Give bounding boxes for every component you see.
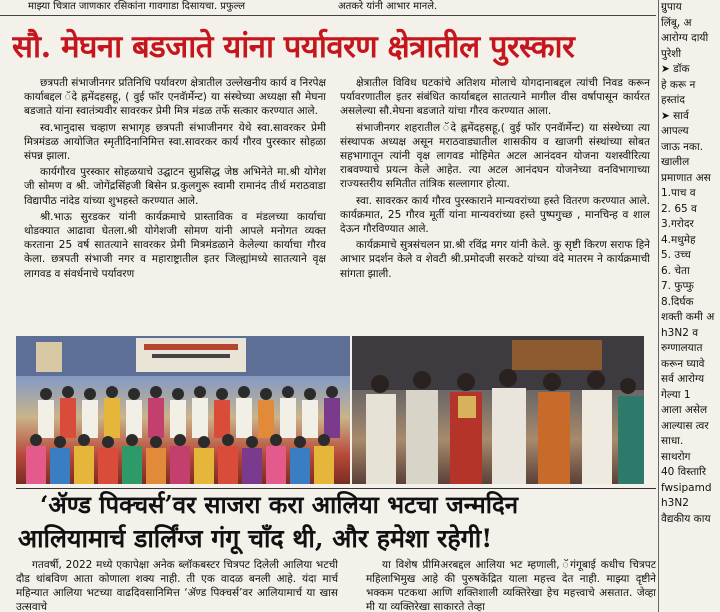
side-column-line: 40 विस्तारि (661, 466, 707, 478)
side-column-line: प्रमाणात अस (661, 171, 711, 184)
side-column-line: जाऊ नका. (661, 140, 704, 153)
side-column-line: आरोग्य दायी (661, 32, 709, 44)
side-column-line: 1.पाच व (661, 187, 696, 199)
side-column-line: 2. 65 व (661, 202, 697, 215)
side-column-line: 3.गरोदर (661, 218, 694, 230)
article1-paragraph: स्वा. सावरकर कार्य गौरव पुरस्काराने मान्यवरांच्या हस्ते वितरण करण्यात आले. कार्यक्रमात, 25 गौरव मूर्ती यांना मान्यवरांच्या हस्ते पुष्पगुच्छ , मानचिन्ह व शाल देऊन गौरविण्यात आले. (340, 194, 650, 236)
previous-article-text-left: माझ्या चित्रात जाणकार रसिकांना गावगाडा दिसायचा. प्रफुल्ल (28, 1, 246, 12)
article1-paragraph: छत्रपती संभाजीनगर प्रतिनिधि पर्यावरण क्षेत्रातील उल्लेखनीय कार्य व निरपेक्ष कार्याबद्दल ॅदे ह्नमेंदहसहू, ( वुई फॉर एनवॅार्मेन्ट) या संस्थेच्या अध्यक्षा सौ मेघना बडजाते यांना स्वातंत्र्यवीर सावरकर प्रेमी मित्र मंडळ तर्फे सत्कार करण्यात आले. (24, 77, 326, 118)
article1-paragraph: श्री.भाऊ सुरडकर यांनी कार्यक्रमाचे प्रास्ताविक व मंडलच्या कार्याचा थोडक्यात आढावा घेतला.श्री योगेशजी सोमण यांनी आपले मनोगत व्यक्त करताना 25 वर्ष सातत्याने सावरकर प्रेमी मित्रमंडळाने केलेल्या कार्याचा गौरव केला. छत्रपती संभाजी नगर व महाराष्ट्रातील इतर जिल्ह्यांमध्ये सातत्याने वृक्ष लागवड व संवर्धनाचे पर्यावरण (24, 210, 326, 280)
side-column-line: ➤ सार्व (661, 109, 689, 122)
side-column-line: 5. उच्च (661, 249, 691, 261)
article1-paragraph: क्षेत्रातील विविध घटकांचे अतिशय मोलाचे योगदानाबद्दल त्यांची निवड करून पर्यावरणातील इतर संबंधित कार्याबद्दल सातत्याने मागील वीस वर्षापासून कार्यरत असलेल्या सौ.मेघना बडजाते यांचा गौरव करण्यात आला. (340, 77, 650, 118)
article1-headline: सौ. मेघना बडजाते यांना पर्यावरण क्षेत्रातील पुरस्कार (12, 29, 575, 65)
side-column-line: गेल्या 1 (661, 388, 691, 401)
side-column-line: हे करू न (661, 78, 696, 91)
side-column-line: सर्व आरोग्य (661, 373, 705, 385)
award-presentation-photo (352, 336, 644, 484)
side-column-line: शक्ती कमी अ (661, 311, 715, 323)
side-column-line: हस्तांद (661, 94, 685, 106)
side-column-line: आपल्य (661, 125, 689, 137)
article1-paragraph: कार्यगौरव पुरस्कार सोहळयाचे उद्घाटन सुप्रसिद्ध जेष्ठ अभिनेते मा.श्री योगेश जी सोमण व श्री. जोगेंद्रसिंहजी बिसेन प्र.कुलगुरू स्वामी रामानंद तीर्थ मराठवाडा विद्यापीठ नांदेड यांच्या शुभहस्ते करण्यात आले. (24, 166, 326, 207)
article1-paragraph: कार्यक्रमाचे सुत्रसंचलन प्रा.श्री रविंद्र मगर यांनी केले. कु सृष्टी किरण सराफ हिने आभार प्रदर्शन केले व शेवटी श्री.प्रमोदजी सरकटे यांच्या वंदे मातरम ने कार्यक्रमाची सांगता झाली. (340, 239, 650, 280)
side-column-line: लिंबू, अ (661, 16, 692, 29)
side-column-line: ➤ डॉक (661, 63, 690, 75)
article2-paragraph: गतवर्षी, 2022 मध्ये एकापेक्षा अनेक ब्लॉकबस्टर चित्रपट दिलेली आलिया भटची दौड थांबविण आता कोणाला शक्य नाही. ती एक वादळ बनली आहे. यंदा मार्च महिन्यात आलिया भटच्या वाढदिवसानिमित्त ‘ॲण्ड पिक्चर्स’वर आलियामार्च या खास उत्सवाचे (16, 559, 338, 612)
side-column-line: साथरोग (661, 450, 691, 463)
side-column-line: साधा. (661, 435, 684, 447)
article2-column-right (366, 558, 656, 612)
article1-column-right (340, 76, 650, 334)
article1-column-left (24, 76, 326, 334)
side-column-line: पुरेशी (661, 47, 682, 60)
side-column-article (661, 0, 720, 612)
article2-column-left (16, 558, 338, 612)
side-column-line: आल्यास त्वर (661, 419, 709, 432)
side-column-line: करून घ्यावे (661, 357, 705, 370)
side-column-line: वैद्यकीय काय (661, 512, 711, 525)
article1-paragraph: स्व.भानुदास चव्हाण सभागृह छत्रपती संभाजीनगर येथे स्वा.सावरकर प्रेमी मित्रमंडळ आयोजित स्मृतीदिनानिमित्त स्वा.सावरकर कार्य गौरव पुरस्कार सोहळा संपन्न झाला. (24, 121, 326, 163)
article1-paragraph: संभाजीनगर शहरातील ॅदे ह्नमेंदहसहू,( वुई फॉर एनवॅार्मेन्ट) या संस्थेच्या त्या संस्थापक अध्यक्ष असून मराठवाड्यातील शासकीय व खाजगी संस्थांच्या सोबत सहभागातून त्यांनी वृक्ष लागवड मोहिमेत अटल आनंदवन योजना यशस्वीरित्या राबवण्याचे प्रयत्न केले आहेत. त्या अटल आनंदघन योजनेच्या वनविभागाच्या राज्यस्तरीय समितीत तांत्रिक सल्लागार होत्या. (340, 121, 650, 191)
top-divider (0, 15, 656, 16)
side-column-line: 8.दिर्घक (661, 295, 694, 308)
side-column-line: ग्रुपाय (661, 1, 682, 13)
previous-article-text-right: अतकरे यांनी आभार मानले. (338, 1, 438, 12)
side-column-line: खालील (661, 156, 690, 168)
article2-paragraph: या विशेष प्रीमिअरबद्दल आलिया भट म्हणाली, ॅगंगूबाई कधीच चित्रपट महिलाभिमुख आहे की पुरुषकेंद्रित याला महत्त्व देत नाही. माझ्या दृष्टीने भक्कम पटकथा आणि शक्तिशाली व्यक्तिरेखा हेच महत्त्वाचे असतात. जेव्हा मी या व्यक्तिरेखा साकारते तेव्हा (366, 559, 656, 612)
side-column-line: h3N2 (661, 497, 689, 509)
award-ceremony-group-photo (16, 336, 350, 484)
side-column-line: 7. फुप्फु (661, 280, 694, 292)
side-column-line: 4.मधुमेह (661, 233, 696, 246)
side-column-line: 6. चेता (661, 264, 690, 277)
side-column-line: रुग्णालयात (661, 342, 703, 354)
side-column-divider (658, 0, 659, 612)
side-column-line: आला असेल (661, 404, 708, 416)
previous-article-tail (0, 0, 656, 14)
side-column-line: h3N2 व (661, 326, 699, 339)
article2-headline-line1: ‘ॲण्ड पिक्चर्स’वर साजरा करा आलिया भटचा जन्मदिन (40, 490, 519, 519)
article2-headline-line2: आलियामार्च डार्लिंग्ज गंगू चाँद थी, और हमेशा रहेगी! (18, 524, 493, 553)
side-column-line: fwsipamd (661, 481, 712, 494)
